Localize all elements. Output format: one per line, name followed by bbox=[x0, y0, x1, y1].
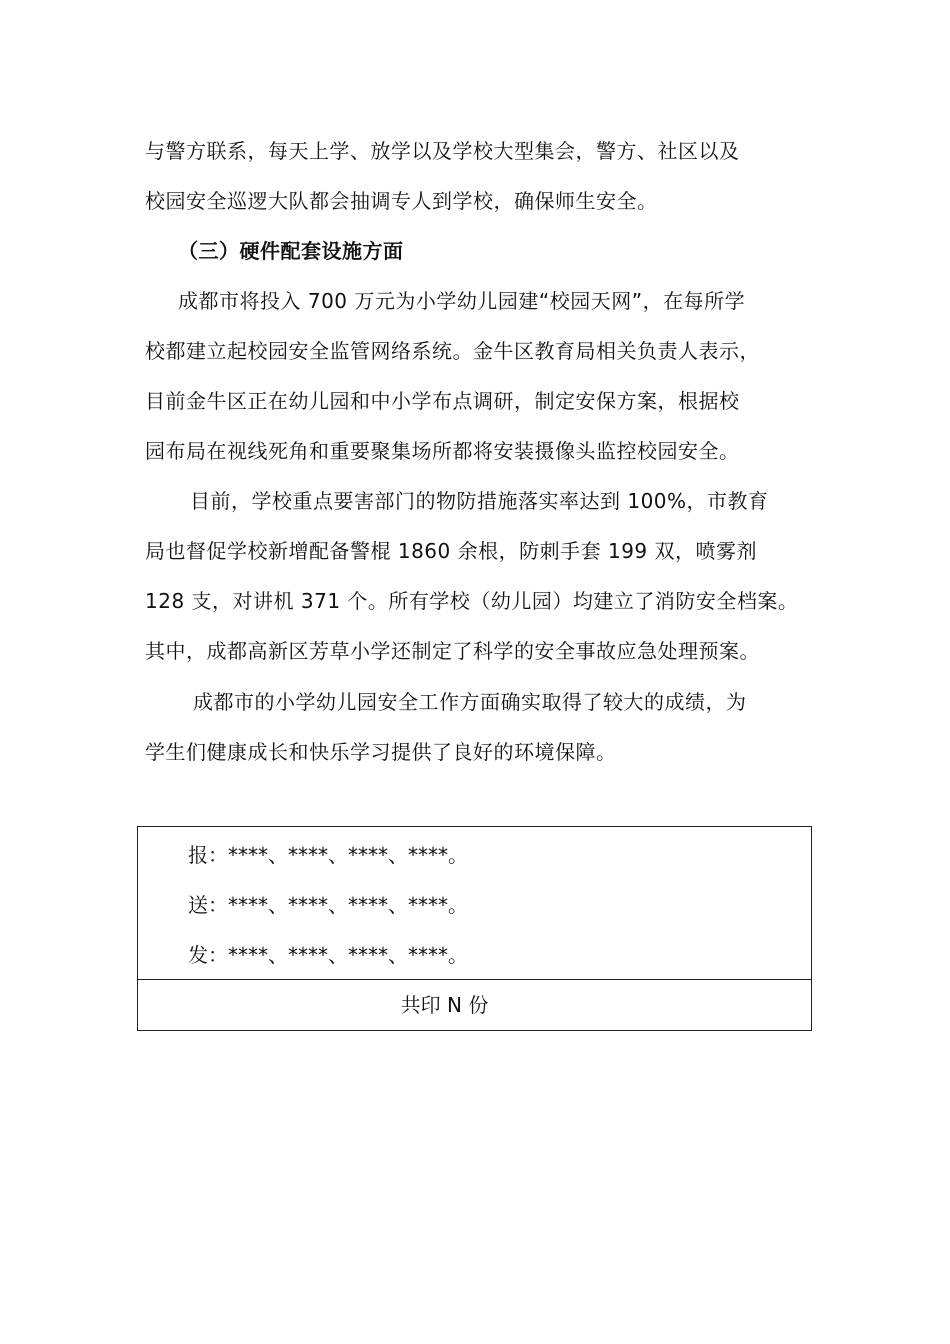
paragraph-line: 成都市将投入 700 万元为小学幼儿园建“校园天网”，在每所学 bbox=[178, 289, 746, 313]
paragraph-line: 与警方联系，每天上学、放学以及学校大型集会，警方、社区以及 bbox=[145, 139, 740, 163]
paragraph-line: 其中，成都高新区芳草小学还制定了科学的安全事故应急处理预案。 bbox=[145, 639, 760, 663]
paragraph-line: 目前金牛区正在幼儿园和中小学布点调研，制定安保方案，根据校 bbox=[145, 389, 740, 413]
paragraph-line: 目前，学校重点要害部门的物防措施落实率达到 100%，市教育 bbox=[190, 489, 769, 513]
paragraph-line: 校园安全巡逻大队都会抽调专人到学校，确保师生安全。 bbox=[145, 189, 658, 213]
paragraph-line: 园布局在视线死角和重要聚集场所都将安装摄像头监控校园安全。 bbox=[145, 439, 740, 463]
paragraph-line: 校都建立起校园安全监管网络系统。金牛区教育局相关负责人表示， bbox=[145, 339, 760, 363]
paragraph-line: 成都市的小学幼儿园安全工作方面确实取得了较大的成绩，为 bbox=[193, 690, 747, 714]
send-to-row: 送：****、****、****、****。 bbox=[188, 893, 468, 917]
paragraph-line: 128 支，对讲机 371 个。所有学校（幼儿园）均建立了消防安全档案。 bbox=[145, 589, 799, 613]
copies-count: 共印 N 份 bbox=[400, 993, 489, 1017]
distribution-table bbox=[137, 826, 812, 1031]
paragraph-line: 学生们健康成长和快乐学习提供了良好的环境保障。 bbox=[145, 740, 617, 764]
table-divider bbox=[138, 979, 811, 980]
paragraph-line: 局也督促学校新增配备警棍 1860 余根，防刺手套 199 双，喷雾剂 bbox=[145, 539, 758, 563]
issue-to-row: 发：****、****、****、****。 bbox=[188, 943, 468, 967]
section-heading: （三）硬件配套设施方面 bbox=[178, 239, 404, 263]
report-to-row: 报：****、****、****、****。 bbox=[188, 843, 468, 867]
